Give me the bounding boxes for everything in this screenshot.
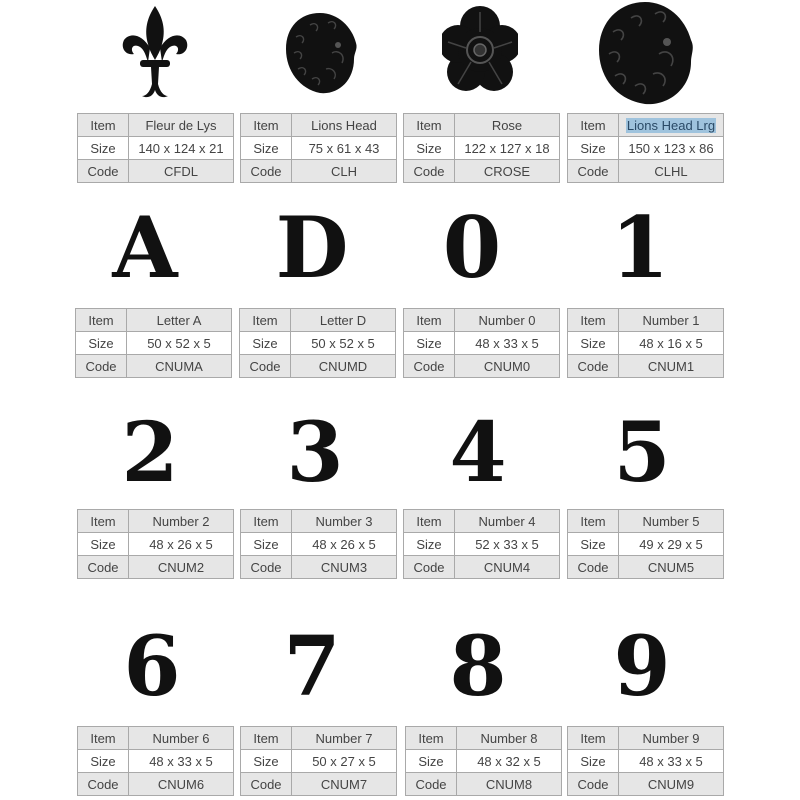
item-label: Item (76, 309, 127, 332)
item-code: CFDL (129, 160, 234, 183)
item-code: CNUM4 (455, 556, 560, 579)
glyph-4: 4 (449, 405, 507, 501)
item-code: CNUM0 (455, 355, 560, 378)
size-label: Size (568, 750, 619, 773)
number-2-glyph (100, 405, 200, 501)
item-name: Lions Head (292, 114, 397, 137)
number-3-glyph (265, 405, 365, 501)
item-name: Number 2 (129, 510, 234, 533)
number-1-glyph (590, 197, 690, 297)
number-8-glyph (428, 619, 528, 715)
lion-head-icon (270, 5, 370, 100)
code-label: Code (241, 160, 292, 183)
item-size: 48 x 32 x 5 (457, 750, 562, 773)
item-code: CNUM8 (457, 773, 562, 796)
size-label: Size (78, 750, 129, 773)
glyph-6: 6 (123, 619, 181, 715)
size-label: Size (241, 750, 292, 773)
item-label: Item (78, 114, 129, 137)
item-name: Number 3 (292, 510, 397, 533)
number-0-glyph (422, 197, 522, 297)
code-label: Code (78, 160, 129, 183)
item-size: 48 x 26 x 5 (292, 533, 397, 556)
code-label: Code (241, 773, 292, 796)
code-label: Code (568, 160, 619, 183)
item-code: CNUM7 (292, 773, 397, 796)
code-label: Code (240, 355, 291, 378)
size-label: Size (568, 533, 619, 556)
item-code: CNUM1 (619, 355, 724, 378)
item-size: 52 x 33 x 5 (455, 533, 560, 556)
size-label: Size (76, 332, 127, 355)
code-label: Code (406, 773, 457, 796)
item-size: 150 x 123 x 86 (619, 137, 724, 160)
code-label: Code (76, 355, 127, 378)
code-label: Code (404, 160, 455, 183)
item-label: Item (78, 727, 129, 750)
item-label: Item (568, 510, 619, 533)
glyph-7: 7 (283, 619, 341, 715)
number-9-glyph (592, 619, 692, 715)
glyph-1: 1 (610, 197, 670, 297)
size-label: Size (78, 533, 129, 556)
code-label: Code (568, 773, 619, 796)
number-4-glyph (428, 405, 528, 501)
number-7-glyph (262, 619, 362, 715)
item-code: CLH (292, 160, 397, 183)
letter-d-glyph (262, 197, 362, 297)
code-label: Code (568, 355, 619, 378)
item-label: Item (78, 510, 129, 533)
spec-table-number-1 (567, 308, 724, 378)
spec-table-lions-head-lrg (567, 113, 724, 183)
code-label: Code (78, 556, 129, 579)
spec-table-lions-head (240, 113, 397, 183)
item-label: Item (404, 114, 455, 137)
size-label: Size (406, 750, 457, 773)
item-name: Fleur de Lys (129, 114, 234, 137)
code-label: Code (404, 556, 455, 579)
item-size: 50 x 27 x 5 (292, 750, 397, 773)
item-name: Number 8 (457, 727, 562, 750)
size-label: Size (241, 533, 292, 556)
item-code: CNUM6 (129, 773, 234, 796)
item-name: Number 5 (619, 510, 724, 533)
spec-table-number-3 (240, 509, 397, 579)
item-code: CNUMA (127, 355, 232, 378)
item-size: 48 x 33 x 5 (619, 750, 724, 773)
rose-icon (430, 2, 530, 100)
item-size: 50 x 52 x 5 (291, 332, 396, 355)
item-code: CNUM9 (619, 773, 724, 796)
size-label: Size (404, 533, 455, 556)
item-name: Number 1 (619, 309, 724, 332)
code-label: Code (78, 773, 129, 796)
size-label: Size (568, 332, 619, 355)
item-size: 48 x 16 x 5 (619, 332, 724, 355)
item-code: CNUM5 (619, 556, 724, 579)
spec-table-number-4 (403, 509, 560, 579)
code-label: Code (241, 556, 292, 579)
glyph-3: 3 (286, 405, 344, 501)
item-code: CNUM3 (292, 556, 397, 579)
item-size: 140 x 124 x 21 (129, 137, 234, 160)
item-size: 48 x 33 x 5 (455, 332, 560, 355)
item-name: Number 0 (455, 309, 560, 332)
code-label: Code (404, 355, 455, 378)
spec-table-rose (403, 113, 560, 183)
spec-table-letter-a (75, 308, 232, 378)
item-name-selected[interactable]: Lions Head Lrg (626, 117, 716, 133)
item-label: Item (404, 309, 455, 332)
item-name: Number 6 (129, 727, 234, 750)
spec-table-number-0 (403, 308, 560, 378)
item-name: Rose (455, 114, 560, 137)
item-name: Number 9 (619, 727, 724, 750)
spec-table-number-7 (240, 726, 397, 796)
item-size: 48 x 26 x 5 (129, 533, 234, 556)
spec-table-letter-d (239, 308, 396, 378)
item-name: Letter D (291, 309, 396, 332)
item-label: Item (240, 309, 291, 332)
item-name: Number 7 (292, 727, 397, 750)
item-name-cell[interactable] (619, 114, 724, 137)
item-size: 49 x 29 x 5 (619, 533, 724, 556)
glyph-9: 9 (613, 619, 671, 715)
item-name: Letter A (127, 309, 232, 332)
size-label: Size (404, 137, 455, 160)
number-6-glyph (102, 619, 202, 715)
item-code: CNUMD (291, 355, 396, 378)
item-label: Item (404, 510, 455, 533)
item-size: 75 x 61 x 43 (292, 137, 397, 160)
letter-a-glyph (95, 197, 195, 297)
item-code: CLHL (619, 160, 724, 183)
spec-table-fleur-de-lys (77, 113, 234, 183)
item-label: Item (568, 727, 619, 750)
size-label: Size (78, 137, 129, 160)
glyph-0: 0 (442, 197, 502, 297)
item-label: Item (568, 309, 619, 332)
item-size: 122 x 127 x 18 (455, 137, 560, 160)
glyph-5: 5 (613, 405, 671, 501)
glyph-a: A (112, 197, 178, 297)
spec-table-number-9 (567, 726, 724, 796)
size-label: Size (240, 332, 291, 355)
spec-table-number-2 (77, 509, 234, 579)
item-size: 50 x 52 x 5 (127, 332, 232, 355)
glyph-2: 2 (121, 405, 179, 501)
item-name: Number 4 (455, 510, 560, 533)
item-label: Item (241, 510, 292, 533)
fleur-de-lys-icon (110, 2, 200, 102)
item-label: Item (241, 727, 292, 750)
size-label: Size (568, 137, 619, 160)
spec-table-number-8 (405, 726, 562, 796)
item-label: Item (241, 114, 292, 137)
glyph-8: 8 (449, 619, 507, 715)
size-label: Size (404, 332, 455, 355)
size-label: Size (241, 137, 292, 160)
lion-head-large-icon (590, 0, 700, 108)
item-label: Item (406, 727, 457, 750)
item-code: CROSE (455, 160, 560, 183)
glyph-d: D (275, 197, 349, 297)
spec-table-number-6 (77, 726, 234, 796)
item-code: CNUM2 (129, 556, 234, 579)
spec-table-number-5 (567, 509, 724, 579)
item-size: 48 x 33 x 5 (129, 750, 234, 773)
code-label: Code (568, 556, 619, 579)
number-5-glyph (592, 405, 692, 501)
item-label: Item (568, 114, 619, 137)
